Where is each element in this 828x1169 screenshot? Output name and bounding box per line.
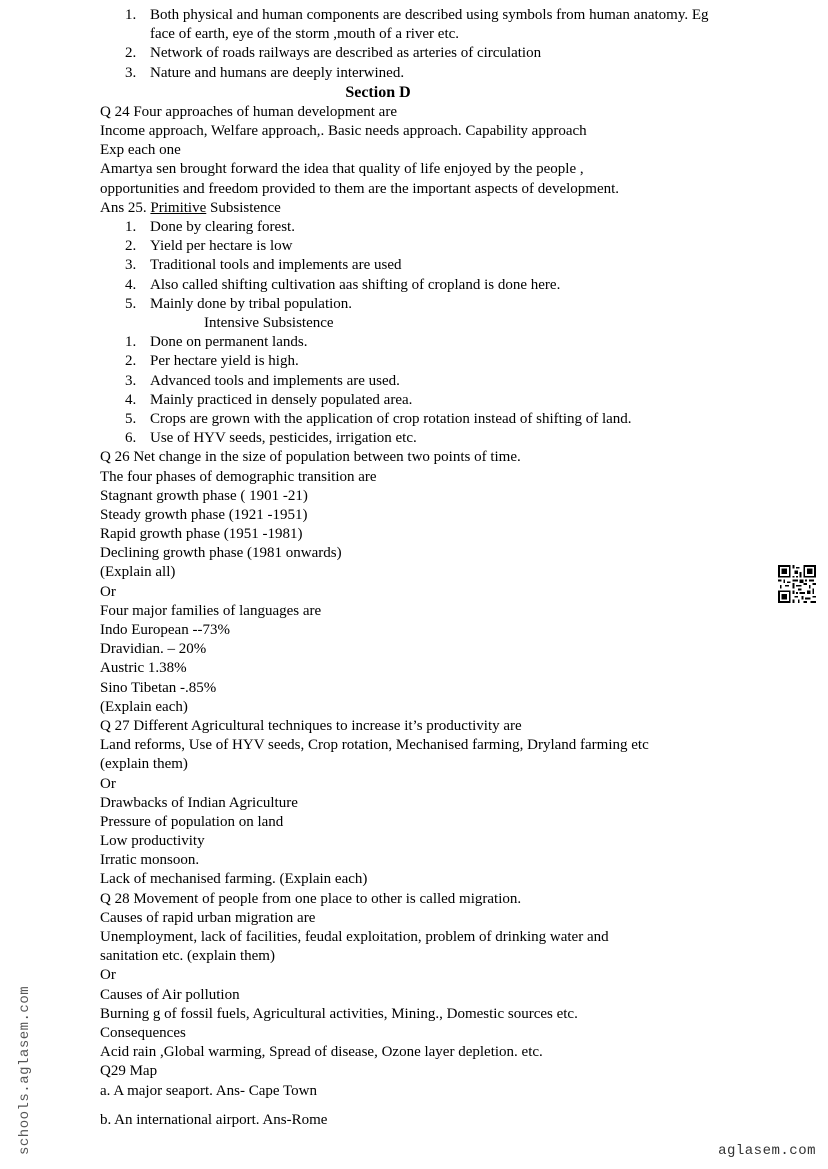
q26-line: Declining growth phase (1981 onwards)	[100, 545, 342, 562]
q28-line: Causes of Air pollution	[100, 986, 240, 1003]
q26-line: Four major families of languages are	[100, 602, 322, 619]
q26-line: Q 26 Net change in the size of population between two points of time.	[100, 449, 521, 466]
list-item: 2. Per hectare yield is high.	[125, 353, 299, 370]
list-item: 4. Also called shifting cultivation aas shifting of cropland is done here.	[125, 276, 561, 293]
q26-line: Steady growth phase (1921 -1951)	[100, 506, 308, 523]
list-item: 5. Mainly done by tribal population.	[125, 295, 353, 312]
q27-line: Or	[100, 775, 116, 792]
list-item: 3. Traditional tools and implements are used	[125, 257, 402, 274]
list-item-text: Nature and humans are deeply interwined.	[150, 64, 405, 81]
q27-line: Q 27 Different Agricultural techniques to increase it’s productivity are	[100, 717, 522, 734]
list-item: 3. Advanced tools and implements are used.	[125, 372, 400, 389]
q27-line: Lack of mechanised farming. (Explain each)	[100, 871, 368, 888]
list-item: 1. Both physical and human components are described using symbols from human anatomy. Eg face of earth, eye of the storm ,mouth of a river etc.	[100, 6, 740, 44]
list-item: 6. Use of HYV seeds, pesticides, irrigation etc.	[125, 430, 417, 447]
list-item: 4. Mainly practiced in densely populated area.	[125, 391, 413, 408]
list-item: 5. Crops are grown with the application of crop rotation instead of shifting of land.	[125, 410, 632, 427]
q28-line: Acid rain ,Global warming, Spread of disease, Ozone layer depletion. etc.	[100, 1044, 543, 1061]
intensive-list	[100, 333, 740, 448]
q27-line: Low productivity	[100, 833, 205, 850]
q24-line: Amartya sen brought forward the idea that quality of life enjoyed by the people ,	[100, 161, 584, 178]
q29-item-a: a. A major seaport. Ans- Cape Town	[100, 1082, 317, 1099]
q26-line: Indo European --73%	[100, 622, 230, 639]
intro-list	[100, 6, 740, 83]
side-watermark: schools.aglasem.com	[17, 985, 33, 1155]
q28-line: Q 28 Movement of people from one place to other is called migration.	[100, 890, 522, 907]
q26-line: The four phases of demographic transition are	[100, 468, 377, 485]
q26-line: Sino Tibetan -.85%	[100, 679, 217, 696]
q26-line: (Explain all)	[100, 564, 176, 581]
q26-line: Dravidian. – 20%	[100, 641, 207, 658]
q24-line: Q 24 Four approaches of human development are	[100, 103, 397, 120]
q28-line: Burning g of fossil fuels, Agricultural activities, Mining., Domestic sources etc.	[100, 1005, 578, 1022]
q27-line: Land reforms, Use of HYV seeds, Crop rotation, Mechanised farming, Dryland farming etc	[100, 737, 649, 754]
q27-line: Irratic monsoon.	[100, 852, 200, 869]
q29-title: Q29 Map	[100, 1063, 158, 1080]
q28-line: sanitation etc. (explain them)	[100, 948, 275, 965]
q27-line: Drawbacks of Indian Agriculture	[100, 794, 298, 811]
list-item: 3. Nature and humans are deeply interwined.	[100, 64, 740, 83]
primitive-list	[100, 218, 740, 314]
list-item: 2. Network of roads railways are described as arteries of circulation	[100, 44, 740, 63]
q27-line: Pressure of population on land	[100, 813, 284, 830]
answer-content	[100, 6, 740, 1130]
list-item-text: Network of roads railways are described as arteries of circulation	[150, 45, 542, 62]
intensive-heading: Intensive Subsistence	[204, 314, 334, 331]
q24-line: opportunities and freedom provided to them are the important aspects of development.	[100, 180, 620, 197]
q26-line: Stagnant growth phase ( 1901 -21)	[100, 487, 308, 504]
q26-line: Rapid growth phase (1951 -1981)	[100, 526, 303, 543]
q26-line: (Explain each)	[100, 698, 188, 715]
list-item: 2. Yield per hectare is low	[125, 238, 293, 255]
q26-line: Or	[100, 583, 116, 600]
q28-line: Causes of rapid urban migration are	[100, 909, 316, 926]
footer-watermark: aglasem.com	[718, 1143, 816, 1159]
list-item: 1. Done on permanent lands.	[125, 334, 308, 351]
q24-line: Income approach, Welfare approach,. Basic needs approach. Capability approach	[100, 123, 587, 139]
q28-line: Consequences	[100, 1024, 186, 1041]
q29-item-b: b. An international airport. Ans-Rome	[100, 1111, 328, 1128]
section-heading: Section D	[345, 83, 411, 101]
q27-line: (explain them)	[100, 756, 188, 773]
q28-line: Unemployment, lack of facilities, feudal exploitation, problem of drinking water and	[100, 929, 609, 946]
list-item: 1. Done by clearing forest.	[125, 218, 295, 235]
q26-line: Austric 1.38%	[100, 660, 187, 677]
underlined-word: Primitive	[150, 199, 207, 216]
q28-line: Or	[100, 967, 116, 984]
list-item-text: Both physical and human components are described using symbols from human anatomy. Eg face of earth, eye of the storm ,mouth of a river etc.	[150, 7, 709, 43]
q25-heading: Ans 25. Primitive Subsistence	[100, 199, 281, 216]
q24-line: Exp each one	[100, 142, 181, 159]
qr-code-icon	[778, 565, 816, 603]
